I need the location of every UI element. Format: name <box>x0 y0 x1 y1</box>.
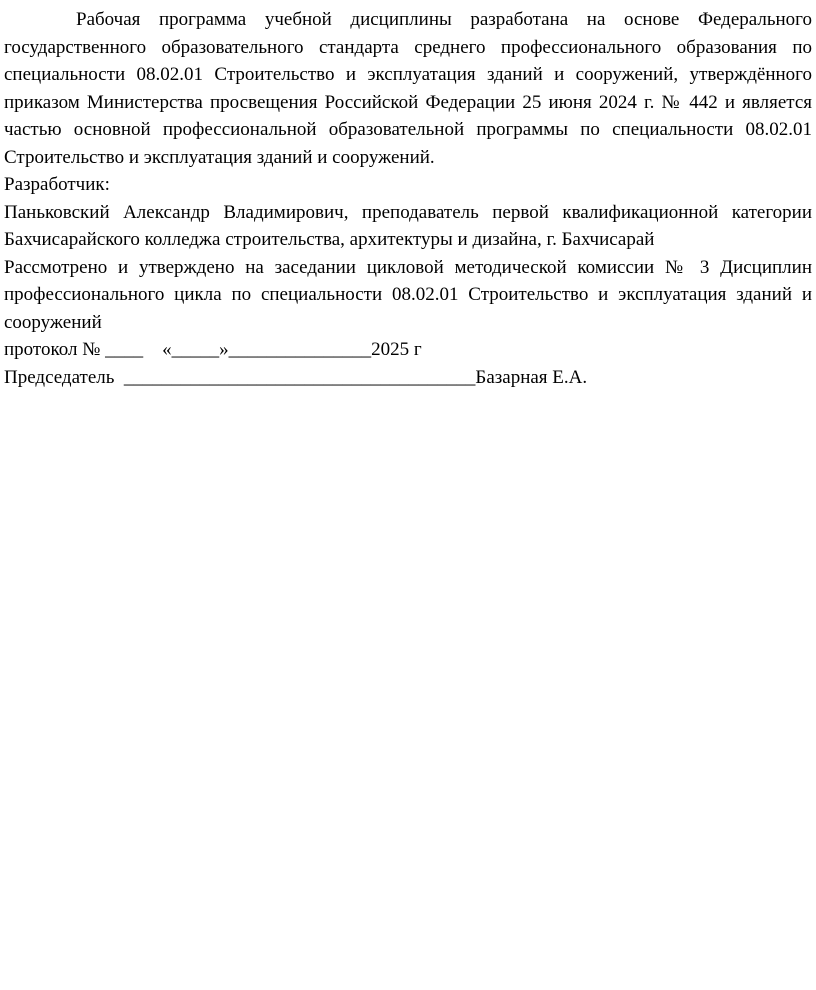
approval-paragraph: Рассмотрено и утверждено на заседании цикловой методической комиссии № 3 Дисциплин профессионального цикла по специальности 08.02.01 Строительство и эксплуатация зданий и сооружений <box>4 256 812 333</box>
developer-paragraph: Паньковский Александр Владимирович, преподаватель первой квалификационной категории Бахчисарайского колледжа строительства, архитектуры и дизайна, г. Бахчисарай <box>4 201 812 250</box>
intro-paragraph: Рабочая программа учебной дисциплины разработана на основе Федерального государственного образовательного стандарта среднего профессионального образования по специальности 08.02.01 Строительство и эксплуатация зданий и сооружений, утверждённого приказом Министерства просвещения Российской Федерации 25 июня 2024 г. № 442 и является частью основной профессиональной образовательной программы по специальности 08.02.01 Строительство и эксплуатация зданий и сооружений. <box>4 9 812 168</box>
protocol-line: протокол № ____ «_____»_______________2025 г <box>4 339 422 360</box>
chairman-line: Председатель _____________________________________Базарная Е.А. <box>4 366 588 388</box>
developer-label: Разработчик: <box>4 174 110 195</box>
